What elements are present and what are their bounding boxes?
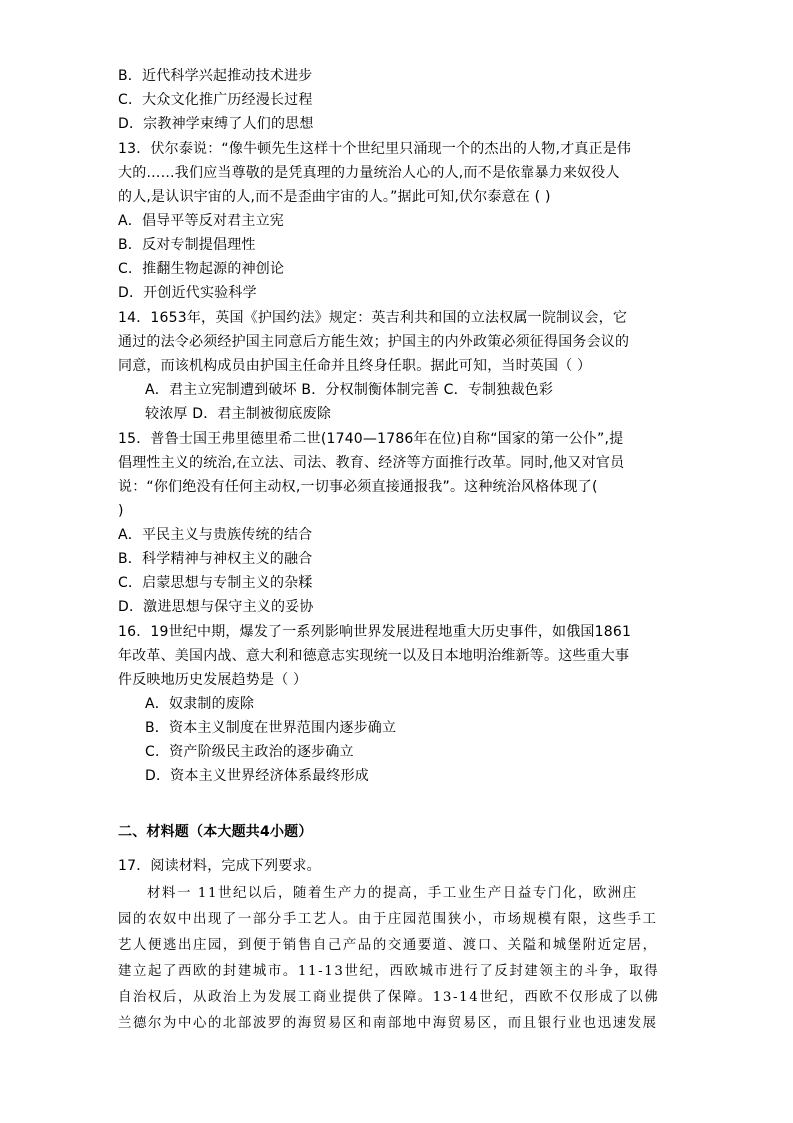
option-15b: B．科学精神与神权主义的融合: [118, 551, 313, 567]
material-line-2: 园的农奴中出现了一部分手工艺人。由于庄园范围狭小，市场规模有限，这些手工: [118, 912, 658, 927]
material-line-1: 材料一 11世纪以后，随着生产力的提高，手工业生产日益专门化，欧洲庄: [147, 886, 638, 901]
question-17-prompt: 17．阅读材料，完成下列要求。: [118, 858, 321, 874]
option-12d: D．宗教神学束缚了人们的思想: [118, 116, 314, 132]
material-line-5: 自治权后，从政治上为发展工商业提供了保障。13-14世纪，西欧不仅形成了以佛: [118, 990, 660, 1005]
question-15-line-2: 倡理性主义的统治,在立法、司法、教育、经济等方面推行改革。同时,他又对官员: [118, 455, 625, 471]
options-14-line-1: A．君主立宪制遭到破坏 B．分权制衡体制完善 C．专制独裁色彩: [145, 382, 554, 398]
question-14-line-2: 通过的法令必须经护国主同意后方能生效；护国主的内外政策必须征得国务会议的: [118, 334, 630, 350]
option-15a: A．平民主义与贵族传统的结合: [118, 527, 313, 543]
option-13a: A．倡导平等反对君主立宪: [118, 213, 284, 229]
option-13c: C．推翻生物起源的神创论: [118, 261, 285, 277]
options-14-line-2: 较浓厚 D．君主制被彻底废除: [145, 406, 332, 422]
question-14-line-3: 同意，而该机构成员由护国主任命并且终身任职。据此可知，当时英国（ ）: [118, 358, 592, 374]
question-13-line-3: 的人,是认识宇宙的人,而不是歪曲宇宙的人。”据此可知,伏尔泰意在 ( ): [118, 189, 551, 205]
option-12b: B．近代科学兴起推动技术进步: [118, 68, 313, 84]
option-13b: B．反对专制提倡理性: [118, 237, 256, 253]
material-line-6: 兰德尔为中心的北部波罗的海贸易区和南部地中海贸易区，而且银行业也迅速发展: [118, 1016, 658, 1031]
question-16-line-3: 件反映地历史发展趋势是（ ）: [118, 672, 308, 688]
option-16b: B．资本主义制度在世界范围内逐步确立: [145, 720, 397, 736]
section-title: 二、材料题（本大题共4小题）: [118, 824, 313, 840]
option-16c: C．资产阶级民主政治的逐步确立: [145, 744, 354, 760]
option-12c: C．大众文化推广历经漫长过程: [118, 92, 313, 108]
material-line-4: 建立起了西欧的封建城市。11-13世纪，西欧城市进行了反封建领主的斗争，取得: [118, 964, 660, 979]
question-15-line-3: 说：“你们绝没有任何主动权,一切事必须直接通报我”。这种统治风格体现了(: [118, 479, 598, 495]
question-13-line-2: 大的……我们应当尊敬的是凭真理的力量统治人心的人,而不是依靠暴力来奴役人: [118, 165, 620, 181]
option-15d: D．激进思想与保守主义的妥协: [118, 599, 314, 615]
option-13d: D．开创近代实验科学: [118, 285, 257, 301]
question-13-line-1: 13．伏尔泰说：“像牛顿先生这样十个世纪里只涌现一个的杰出的人物,才真正是伟: [118, 141, 632, 157]
question-14-line-1: 14．1653年，英国《护国约法》规定：英吉利共和国的立法权属一院制议会，它: [118, 310, 628, 326]
question-15-line-4: ): [118, 503, 124, 519]
question-16-line-2: 年改革、美国内战、意大利和德意志实现统一以及日本地明治维新等。这些重大事: [118, 648, 630, 664]
material-line-3: 艺人便逃出庄园，到便于销售自己产品的交通要道、渡口、关隘和城堡附近定居，: [118, 938, 658, 953]
question-15-line-1: 15．普鲁士国王弗里德里希二世(1740—1786年在位)自称“国家的第一公仆”,提: [118, 431, 624, 447]
question-16-line-1: 16．19世纪中期，爆发了一系列影响世界发展进程地重大历史事件，如俄国1861: [118, 624, 632, 640]
option-16a: A．奴隶制的废除: [145, 696, 255, 712]
option-16d: D．资本主义世界经济体系最终形成: [145, 768, 369, 784]
option-15c: C．启蒙思想与专制主义的杂糅: [118, 575, 313, 591]
